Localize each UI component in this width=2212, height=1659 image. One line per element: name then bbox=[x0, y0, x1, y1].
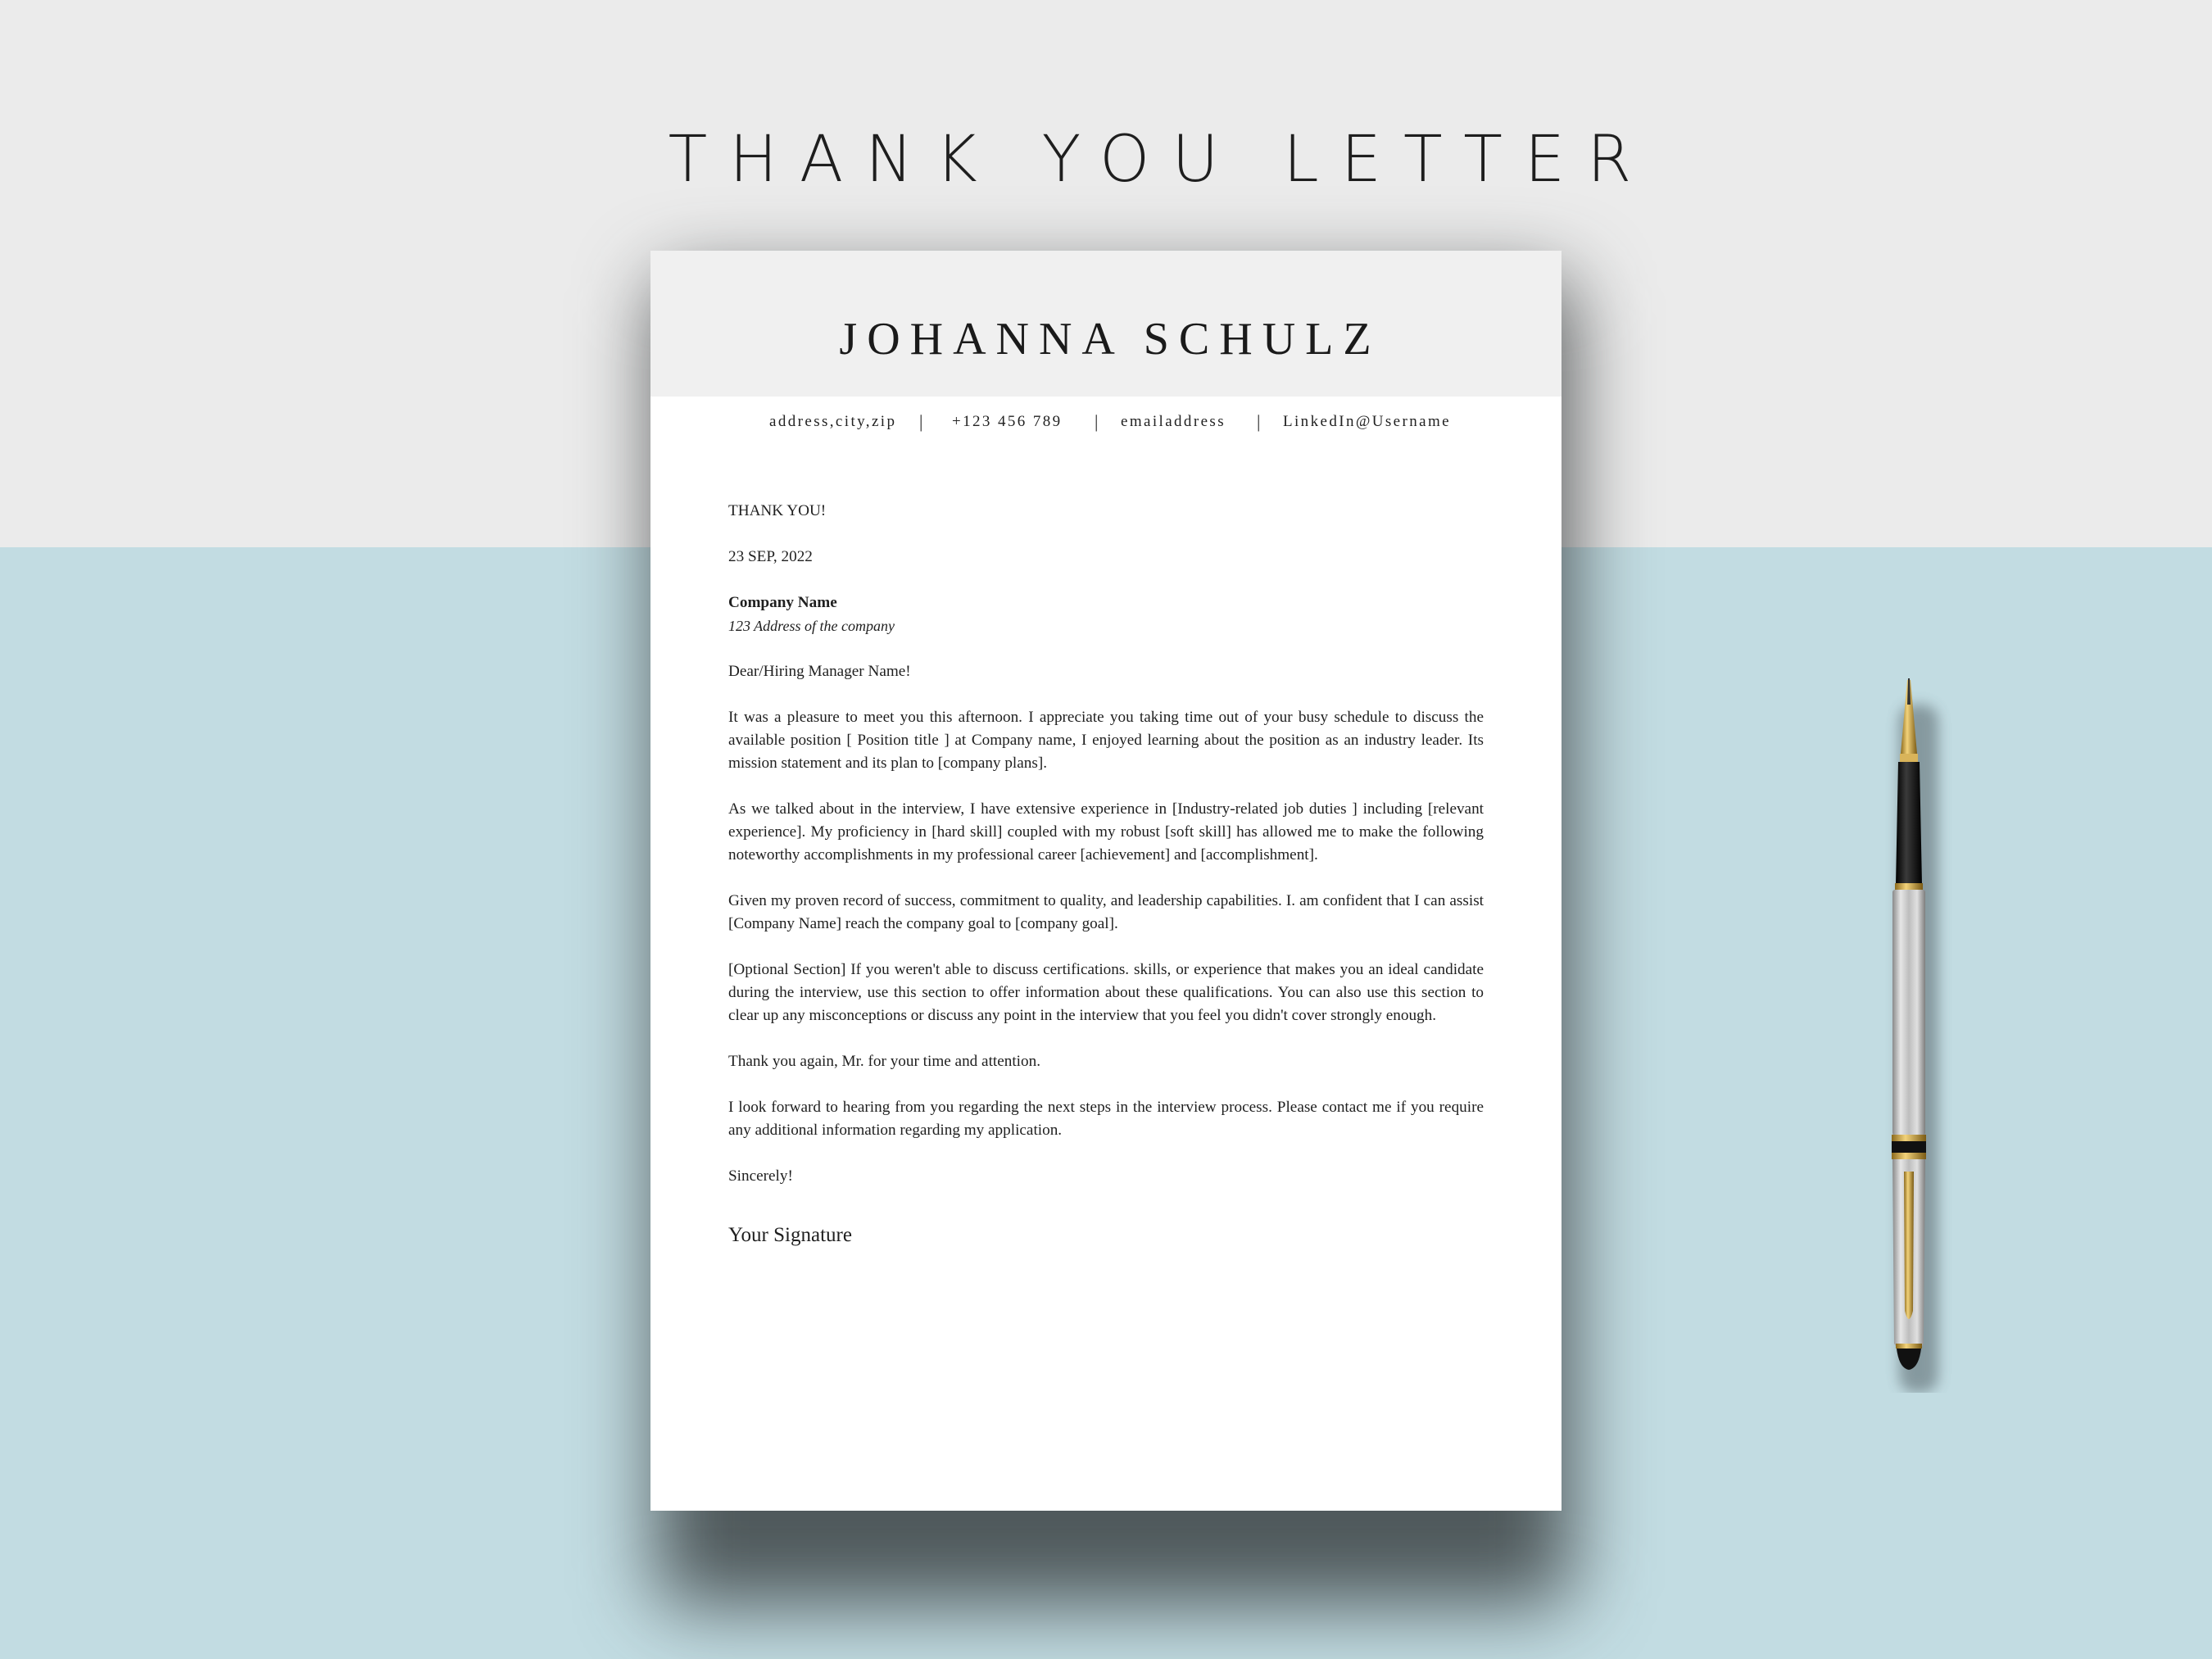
contact-address: address,city,zip bbox=[769, 413, 897, 430]
contact-separator: | bbox=[1095, 411, 1099, 432]
letter-heading: THANK YOU! bbox=[728, 502, 827, 519]
company-name: Company Name bbox=[728, 594, 837, 611]
letter-body bbox=[728, 500, 1484, 1247]
letter-paragraph: Thank you again, Mr. for your time and attention. bbox=[728, 1053, 1040, 1070]
salutation: Dear/Hiring Manager Name! bbox=[728, 663, 911, 680]
company-address: 123 Address of the company bbox=[728, 618, 895, 634]
contact-email: emailaddress bbox=[1121, 413, 1226, 430]
letter-paragraph: As we talked about in the interview, I have extensive experience in [Industry-related job duties ] including [relevant experience]. My proficiency in [hard skill] coupled with my robust [soft skill] has allowed me to make the following noteworthy accomplishments in my professional career [achievement] and [accomplishment]. bbox=[728, 800, 1484, 863]
contact-phone: +123 456 789 bbox=[952, 413, 1063, 430]
letter-date: 23 SEP, 2022 bbox=[728, 548, 813, 565]
applicant-name: JOHANNA SCHULZ bbox=[839, 314, 1381, 365]
letter-paragraph: It was a pleasure to meet you this afternoon. I appreciate you taking time out of your busy schedule to discuss the available position [ Position title ] at Company name, I enjoyed learning about the position as an industry leader. Its mission statement and its plan to [company plans]. bbox=[728, 709, 1484, 772]
letter-paragraph: Given my proven record of success, commitment to quality, and leadership capabilities. I. am confident that I can assist [Company Name] reach the company goal to [company goal]. bbox=[728, 892, 1484, 932]
letter-paragraph: I look forward to hearing from you regarding the next steps in the interview process. Please contact me if you require any additional information regarding my application. bbox=[728, 1099, 1484, 1139]
fountain-pen-image bbox=[1868, 672, 1958, 1393]
signature: Your Signature bbox=[728, 1224, 852, 1246]
letter-paragraph: [Optional Section] If you weren't able to discuss certifications. skills, or experience that makes you an ideal candidate during the interview, use this section to offer information about these qualifications. You can also use this section to clear up any misconceptions or discuss any point in the interview that you feel you didn't cover strongly enough. bbox=[728, 961, 1484, 1024]
closing: Sincerely! bbox=[728, 1167, 793, 1185]
contact-separator: | bbox=[919, 411, 923, 432]
banner-title: THANK YOU LETTER bbox=[668, 123, 1654, 197]
letter-page bbox=[650, 251, 1562, 1511]
contact-separator: | bbox=[1257, 411, 1261, 432]
contact-linkedin: LinkedIn@Username bbox=[1283, 413, 1451, 430]
